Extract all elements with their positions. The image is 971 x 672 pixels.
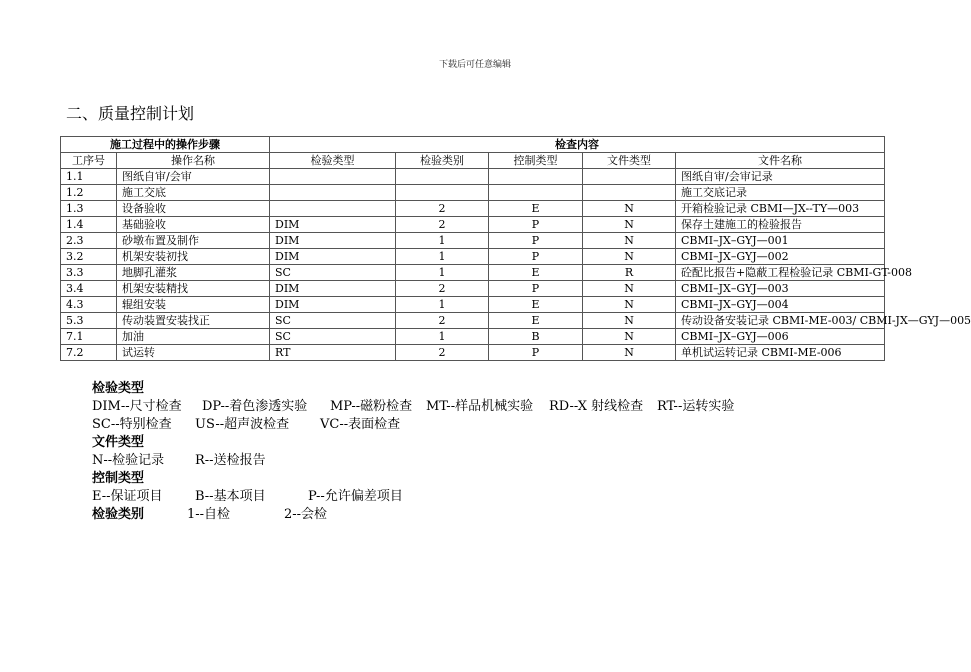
cell-insp-type: DIM	[270, 297, 396, 313]
cell-insp-type	[270, 169, 396, 185]
cell-file-name: 单机试运转记录 CBMI-ME-006	[676, 345, 885, 361]
cell-name: 设备验收	[117, 201, 270, 217]
cell-file-type: R	[583, 265, 676, 281]
cell-name: 辊组安装	[117, 297, 270, 313]
cell-ctrl-type: E	[489, 313, 583, 329]
cell-insp-cat	[396, 169, 489, 185]
legend-item: R--送检报告	[195, 453, 266, 468]
cell-file-type: N	[583, 281, 676, 297]
cell-file-type	[583, 185, 676, 201]
group-header-steps: 施工过程中的操作步骤	[61, 137, 270, 153]
cell-file-name: 砼配比报告+隐蔽工程检验记录 CBMI-GT-008	[676, 265, 885, 281]
cell-file-type: N	[583, 297, 676, 313]
cell-file-type: N	[583, 217, 676, 233]
legend-item: VC--表面检查	[320, 417, 401, 432]
table-row	[61, 281, 885, 297]
cell-ctrl-type: E	[489, 297, 583, 313]
cell-no: 4.3	[61, 297, 117, 313]
table-row	[61, 265, 885, 281]
cell-insp-type: DIM	[270, 217, 396, 233]
cell-ctrl-type: P	[489, 217, 583, 233]
cell-insp-type: SC	[270, 329, 396, 345]
legend-item: DP--着色渗透实验	[202, 399, 308, 414]
legend-item: N--检验记录	[92, 453, 165, 468]
col-header-insp-cat: 检验类别	[396, 153, 489, 169]
legend-item: 1--自检	[187, 507, 231, 522]
table-group-header	[61, 137, 885, 153]
cell-file-type: N	[583, 345, 676, 361]
legend-item: US--超声波检查	[195, 417, 290, 432]
cell-file-name: CBMI–JX–GYJ—002	[676, 249, 885, 265]
cell-name: 机架安装精找	[117, 281, 270, 297]
cell-no: 1.1	[61, 169, 117, 185]
col-header-insp-type: 检验类型	[270, 153, 396, 169]
cell-insp-cat: 2	[396, 281, 489, 297]
cell-file-name: CBMI–JX–GYJ—006	[676, 329, 885, 345]
legend-item: MP--磁粉检查	[330, 399, 413, 414]
legend-item: B--基本项目	[195, 489, 266, 504]
cell-file-name: 图纸自审/会审记录	[676, 169, 885, 185]
quality-control-table	[60, 136, 971, 361]
cell-ctrl-type: P	[489, 233, 583, 249]
cell-no: 1.4	[61, 217, 117, 233]
col-header-ctrl-type: 控制类型	[489, 153, 583, 169]
cell-name: 施工交底	[117, 185, 270, 201]
col-header-no: 工序号	[61, 153, 117, 169]
col-header-name: 操作名称	[117, 153, 270, 169]
cell-insp-cat	[396, 185, 489, 201]
table-body	[61, 169, 971, 361]
cell-name: 图纸自审/会审	[117, 169, 270, 185]
cell-no: 3.2	[61, 249, 117, 265]
cell-insp-type: DIM	[270, 281, 396, 297]
cell-no: 3.4	[61, 281, 117, 297]
cell-insp-cat: 1	[396, 233, 489, 249]
table-row	[61, 169, 885, 185]
table-row	[61, 297, 885, 313]
cell-no: 5.3	[61, 313, 117, 329]
cell-file-type: N	[583, 233, 676, 249]
col-header-file-name: 文件名称	[676, 153, 885, 169]
table-row	[61, 329, 885, 345]
cell-name: 加油	[117, 329, 270, 345]
cell-insp-type: DIM	[270, 233, 396, 249]
legend-item: P--允许偏差项目	[308, 489, 403, 504]
legend-item: SC--特别检查	[92, 417, 172, 432]
cell-ctrl-type	[489, 169, 583, 185]
cell-file-name: 施工交底记录	[676, 185, 885, 201]
cell-file-name: CBMI–JX–GYJ—001	[676, 233, 885, 249]
cell-ctrl-type: P	[489, 345, 583, 361]
legend	[92, 380, 734, 524]
cell-file-name: CBMI–JX–GYJ—003	[676, 281, 885, 297]
cell-file-name: 开箱检验记录 CBMI—JX--TY—003	[676, 201, 885, 217]
cell-no: 1.3	[61, 201, 117, 217]
cell-no: 1.2	[61, 185, 117, 201]
cell-file-name: 保存土建施工的检验报告	[676, 217, 885, 233]
legend-item: RT--运转实验	[657, 399, 735, 414]
cell-file-type: N	[583, 249, 676, 265]
legend-item: DIM--尺寸检查	[92, 399, 182, 414]
cell-no: 7.1	[61, 329, 117, 345]
cell-file-type	[583, 169, 676, 185]
legend-ctrl-type-line	[92, 488, 734, 506]
cell-insp-type: SC	[270, 313, 396, 329]
legend-file-type-title: 文件类型	[92, 435, 145, 450]
section-title: 二、质量控制计划	[66, 104, 195, 123]
table-row	[61, 345, 885, 361]
cell-insp-cat: 1	[396, 297, 489, 313]
cell-name: 砂墩布置及制作	[117, 233, 270, 249]
cell-insp-cat: 2	[396, 345, 489, 361]
legend-insp-cat-line	[92, 506, 734, 524]
legend-insp-cat-title: 检验类别	[92, 507, 145, 522]
table-row	[61, 185, 885, 201]
cell-name: 试运转	[117, 345, 270, 361]
cell-ctrl-type	[489, 185, 583, 201]
cell-file-name: 传动设备安装记录 CBMI-ME-003/ CBMI-JX—GYJ—005	[676, 313, 885, 329]
cell-ctrl-type: P	[489, 281, 583, 297]
cell-ctrl-type: B	[489, 329, 583, 345]
legend-insp-type-title: 检验类型	[92, 381, 145, 396]
legend-item: RD--X 射线检查	[549, 399, 644, 414]
legend-insp-type-line2	[92, 416, 734, 434]
cell-ctrl-type: E	[489, 201, 583, 217]
cell-file-type: N	[583, 329, 676, 345]
legend-item: 2--会检	[284, 507, 328, 522]
table-row	[61, 313, 885, 329]
cell-name: 基础验收	[117, 217, 270, 233]
cell-insp-cat: 2	[396, 201, 489, 217]
header-note: 下载后可任意编辑	[438, 60, 511, 70]
legend-item: MT--样品机械实验	[426, 399, 534, 414]
cell-name: 机架安装初找	[117, 249, 270, 265]
table-row	[61, 217, 885, 233]
group-header-inspection: 检查内容	[270, 137, 885, 153]
cell-insp-cat: 1	[396, 265, 489, 281]
cell-insp-cat: 1	[396, 329, 489, 345]
cell-insp-cat: 1	[396, 249, 489, 265]
table-row	[61, 233, 885, 249]
cell-no: 7.2	[61, 345, 117, 361]
cell-name: 传动装置安装找正	[117, 313, 270, 329]
cell-insp-cat: 2	[396, 313, 489, 329]
cell-insp-type	[270, 185, 396, 201]
cell-file-name: CBMI–JX–GYJ—004	[676, 297, 885, 313]
legend-ctrl-type-title: 控制类型	[92, 471, 145, 486]
cell-file-type: N	[583, 201, 676, 217]
legend-insp-type-line1	[92, 398, 734, 416]
cell-no: 3.3	[61, 265, 117, 281]
cell-name: 地脚孔灌浆	[117, 265, 270, 281]
cell-insp-type	[270, 201, 396, 217]
cell-ctrl-type: P	[489, 249, 583, 265]
table-row	[61, 201, 885, 217]
cell-insp-type: SC	[270, 265, 396, 281]
table-column-header	[61, 153, 885, 169]
cell-insp-type: DIM	[270, 249, 396, 265]
legend-item: E--保证项目	[92, 489, 163, 504]
cell-no: 2.3	[61, 233, 117, 249]
legend-file-type-line	[92, 452, 734, 470]
table-row	[61, 249, 885, 265]
cell-insp-cat: 2	[396, 217, 489, 233]
col-header-file-type: 文件类型	[583, 153, 676, 169]
cell-ctrl-type: E	[489, 265, 583, 281]
cell-insp-type: RT	[270, 345, 396, 361]
cell-file-type: N	[583, 313, 676, 329]
